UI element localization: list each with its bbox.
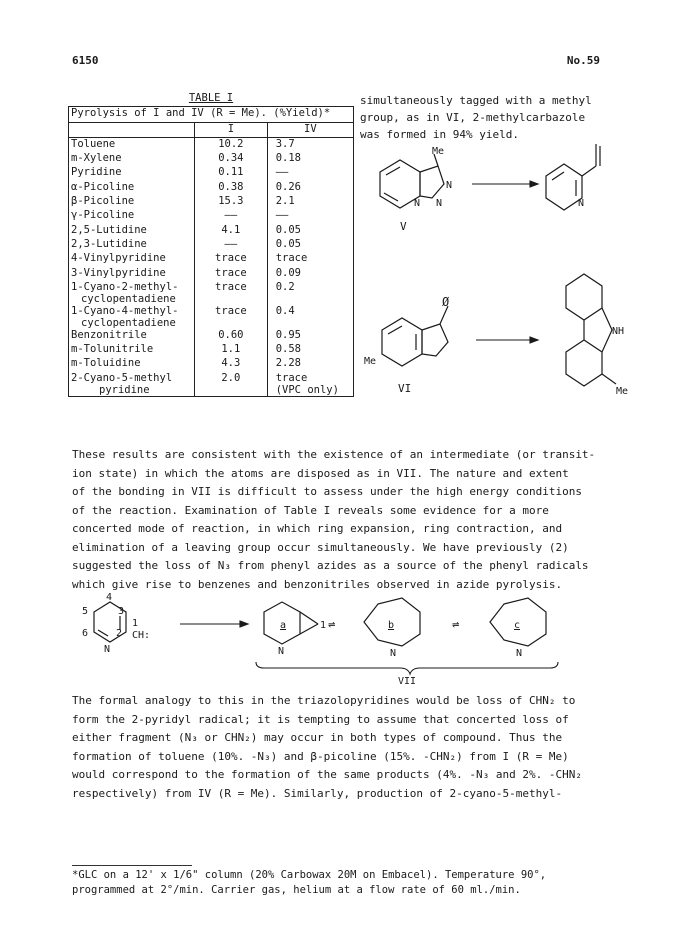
col-header-i: I — [194, 122, 267, 137]
text-line: respectively) from IV (R = Me). Similarly, production of 2-cyano-5-methyl- — [72, 786, 563, 800]
cell-yield-iv — [267, 372, 353, 397]
table-row — [69, 343, 354, 357]
paragraph-1 — [72, 446, 620, 594]
cell-compound — [69, 329, 195, 343]
cell-compound — [69, 209, 195, 223]
label-3: 3 — [118, 606, 125, 617]
cell-compound — [69, 224, 195, 238]
cell-yield-iv — [267, 152, 353, 166]
yield-iv-value: 0.05 — [275, 223, 302, 236]
text-line: form the 2-pyridyl radical; it is tempting to assume that concerted loss of — [72, 712, 569, 726]
text-line: simultaneously tagged with a methyl — [360, 94, 592, 107]
right-column-text — [360, 92, 620, 143]
cell-compound — [69, 252, 195, 266]
compound-name-cont: pyridine — [99, 383, 150, 396]
cell-yield-iv — [267, 238, 353, 252]
label-b: b — [388, 620, 395, 631]
issue-number: No.59 — [566, 54, 600, 67]
text-line: was formed in 94% yield. — [360, 128, 519, 141]
cell-yield-i: —— — [194, 238, 267, 252]
scheme-vii — [60, 590, 640, 685]
cell-compound — [69, 137, 195, 152]
yield-iv-value: 0.18 — [275, 152, 302, 165]
cell-yield-iv — [267, 195, 353, 209]
compound-name: Benzonitrile — [71, 328, 147, 341]
equilibrium-2: ⇌ — [452, 617, 460, 631]
label-me-vi: Me — [364, 356, 377, 367]
label-roman-vi: VI — [398, 382, 412, 395]
yield-iv-value: trace — [275, 371, 308, 384]
compound-name: 3-Vinylpyridine — [71, 266, 166, 279]
label-nh: NH — [612, 326, 625, 337]
structure-a — [264, 602, 318, 644]
label-a-n: N — [278, 646, 285, 657]
compound-name: α-Picoline — [71, 180, 135, 193]
text-line: group, as in VI, 2-methylcarbazole — [360, 111, 586, 124]
label-2: 2 — [116, 628, 123, 639]
equilibrium-1: ⇌ — [328, 617, 336, 631]
label-a: a — [280, 620, 287, 631]
cell-compound — [69, 343, 195, 357]
yield-iv-value: 3.7 — [275, 137, 295, 150]
label-me-carb: Me — [616, 386, 629, 397]
page-number: 6150 — [72, 54, 99, 67]
yield-iv-value: —— — [275, 209, 289, 222]
label-a-1: 1 — [320, 620, 327, 631]
structure-vinylpyridine — [546, 144, 600, 210]
label-b-n: N — [390, 648, 397, 659]
table-i — [68, 92, 354, 397]
label-n: N — [104, 644, 111, 655]
label-6: 6 — [82, 628, 89, 639]
compound-name: m-Xylene — [71, 152, 122, 165]
label-5: 5 — [82, 606, 89, 617]
label-n-v3: N — [414, 198, 421, 209]
compound-name: 4-Vinylpyridine — [71, 252, 166, 265]
table-row — [69, 252, 354, 266]
table-row — [69, 152, 354, 166]
cell-yield-i: 2.0 — [194, 372, 267, 397]
footnote-rule — [72, 865, 192, 866]
col-header-compound — [69, 122, 195, 137]
cell-yield-iv — [267, 166, 353, 180]
compound-name: m-Toluidine — [71, 357, 141, 370]
yield-iv-value: 0.2 — [275, 280, 295, 293]
label-roman-vii: VII — [398, 676, 417, 685]
cell-yield-iv — [267, 137, 353, 152]
yield-iv-note: (VPC only) — [275, 383, 339, 396]
text-line: would correspond to the formation of the same products (4%. -N₃ and 2%. -CHN₂ — [72, 768, 582, 781]
label-n-py: N — [578, 198, 585, 209]
cell-compound — [69, 166, 195, 180]
table-row — [69, 329, 354, 343]
yield-iv-value: 0.26 — [275, 180, 302, 193]
table-row — [69, 238, 354, 252]
cell-yield-iv — [267, 267, 353, 281]
compound-name: 1-Cyano-2-methyl- — [71, 280, 179, 293]
compound-name: 1-Cyano-4-methyl- — [71, 304, 179, 317]
brace — [256, 662, 558, 674]
table-row — [69, 209, 354, 223]
compound-name: m-Tolunitrile — [71, 343, 154, 356]
cell-yield-i: —— — [194, 209, 267, 223]
cell-compound — [69, 267, 195, 281]
cell-yield-i: 15.3 — [194, 195, 267, 209]
text-line: which give rise to benzenes and benzonitriles observed in azide pyrolysis. — [72, 577, 563, 591]
cell-yield-iv — [267, 209, 353, 223]
yield-iv-value: 0.95 — [275, 328, 302, 341]
yield-iv-value: 0.4 — [275, 304, 295, 317]
text-line: of the bonding in VII is difficult to assess under the high energy conditions — [72, 485, 582, 498]
arrow-v — [472, 181, 538, 187]
table-row — [69, 267, 354, 281]
structure-vi — [382, 306, 448, 366]
cell-yield-i: 0.60 — [194, 329, 267, 343]
yield-iv-value: —— — [275, 166, 289, 179]
label-c-n: N — [516, 648, 523, 659]
text-line: suggested the loss of N₃ from phenyl azides as a source of the phenyl radicals — [72, 559, 589, 572]
cell-compound — [69, 238, 195, 252]
text-line: either fragment (N₃ or CHN₂) may occur in both types of compound. Thus the — [72, 731, 563, 744]
compound-name-cont: cyclopentadiene — [81, 316, 176, 329]
label-me-v: Me — [432, 146, 445, 157]
cell-compound — [69, 357, 195, 371]
cell-yield-i: trace — [194, 281, 267, 305]
table-row — [69, 372, 354, 397]
cell-compound — [69, 152, 195, 166]
compound-name: γ-Picoline — [71, 209, 135, 222]
cell-yield-iv — [267, 343, 353, 357]
cell-yield-i: trace — [194, 267, 267, 281]
table-title: TABLE I — [188, 92, 234, 104]
text-line: concerted mode of reaction, in which ring expansion, ring contraction, and — [72, 522, 563, 535]
table-subtitle: Pyrolysis of I and IV (R = Me). (%Yield)* — [69, 107, 354, 122]
yield-iv-value: 2.1 — [275, 195, 295, 208]
cell-yield-iv — [267, 252, 353, 266]
label-roman-v: V — [400, 220, 407, 233]
text-line: The formal analogy to this in the triazolopyridines would be loss of CHN₂ to — [72, 694, 576, 707]
cell-yield-i: 10.2 — [194, 137, 267, 152]
cell-yield-iv — [267, 224, 353, 238]
cell-yield-iv — [267, 329, 353, 343]
text-line: of the reaction. Examination of Table I reveals some evidence for a more — [72, 503, 549, 517]
cell-yield-i: 0.11 — [194, 166, 267, 180]
yield-iv-value: 2.28 — [275, 357, 302, 370]
cell-compound — [69, 372, 195, 397]
text-line: elimination of a leaving group occur simultaneously. We have previously (2) — [72, 540, 569, 554]
compound-name: β-Picoline — [71, 195, 135, 208]
cell-yield-i: 4.3 — [194, 357, 267, 371]
text-line: *GLC on a 12' x 1/6" column (20% Carbowax 20M on Embacel). Temperature 90°, — [72, 869, 547, 881]
table-row — [69, 281, 354, 305]
compound-name-cont: cyclopentadiene — [81, 292, 176, 305]
compound-name: Pyridine — [71, 166, 122, 179]
label-4: 4 — [106, 592, 113, 603]
cell-compound — [69, 181, 195, 195]
label-ch: CH: — [132, 630, 151, 641]
cell-compound — [69, 281, 195, 305]
cell-yield-i: 0.38 — [194, 181, 267, 195]
table-row — [69, 181, 354, 195]
label-n-v2: N — [436, 198, 443, 209]
label-1: 1 — [132, 618, 139, 629]
compound-name: Toluene — [71, 137, 116, 150]
cell-yield-i: trace — [194, 305, 267, 329]
cell-yield-i: 4.1 — [194, 224, 267, 238]
yield-iv-value: trace — [275, 252, 308, 265]
table-row — [69, 195, 354, 209]
structure-carbazole — [566, 274, 616, 386]
reaction-scheme — [360, 140, 660, 440]
col-header-iv: IV — [267, 122, 353, 137]
cell-yield-i: 1.1 — [194, 343, 267, 357]
yield-iv-value: 0.05 — [275, 237, 302, 250]
cell-yield-i: trace — [194, 252, 267, 266]
paragraph-2 — [72, 692, 620, 803]
label-n-v1: N — [446, 180, 453, 191]
cell-yield-iv — [267, 305, 353, 329]
structure-v — [380, 154, 444, 208]
text-line: ion state) in which the atoms are disposed as in VII. The nature and extent — [72, 466, 569, 480]
compound-name: 2,3-Lutidine — [71, 237, 147, 250]
footnote — [72, 868, 632, 898]
compound-name: 2,5-Lutidine — [71, 223, 147, 236]
cell-compound — [69, 195, 195, 209]
yield-iv-value: 0.58 — [275, 343, 302, 356]
arrow-vi — [476, 337, 538, 343]
yield-iv-value: 0.09 — [275, 266, 302, 279]
table-row — [69, 305, 354, 329]
compound-name: 2-Cyano-5-methyl — [71, 371, 173, 384]
cell-yield-i: 0.34 — [194, 152, 267, 166]
label-c: c — [514, 620, 521, 631]
table-row — [69, 137, 354, 152]
arrow-vii — [180, 621, 248, 627]
table-row — [69, 166, 354, 180]
cell-compound — [69, 305, 195, 329]
label-phi: Ø — [442, 295, 450, 309]
text-line: formation of toluene (10%. -N₃) and β-picoline (15%. -CHN₂) from I (R = Me) — [72, 749, 569, 763]
table-row — [69, 224, 354, 238]
cell-yield-iv — [267, 181, 353, 195]
text-line: These results are consistent with the existence of an intermediate (or transit- — [72, 448, 596, 461]
cell-yield-iv — [267, 357, 353, 371]
cell-yield-iv — [267, 281, 353, 305]
text-line: programmed at 2°/min. Carrier gas, helium at a flow rate of 60 ml./min. — [72, 884, 521, 896]
table-row — [69, 357, 354, 371]
